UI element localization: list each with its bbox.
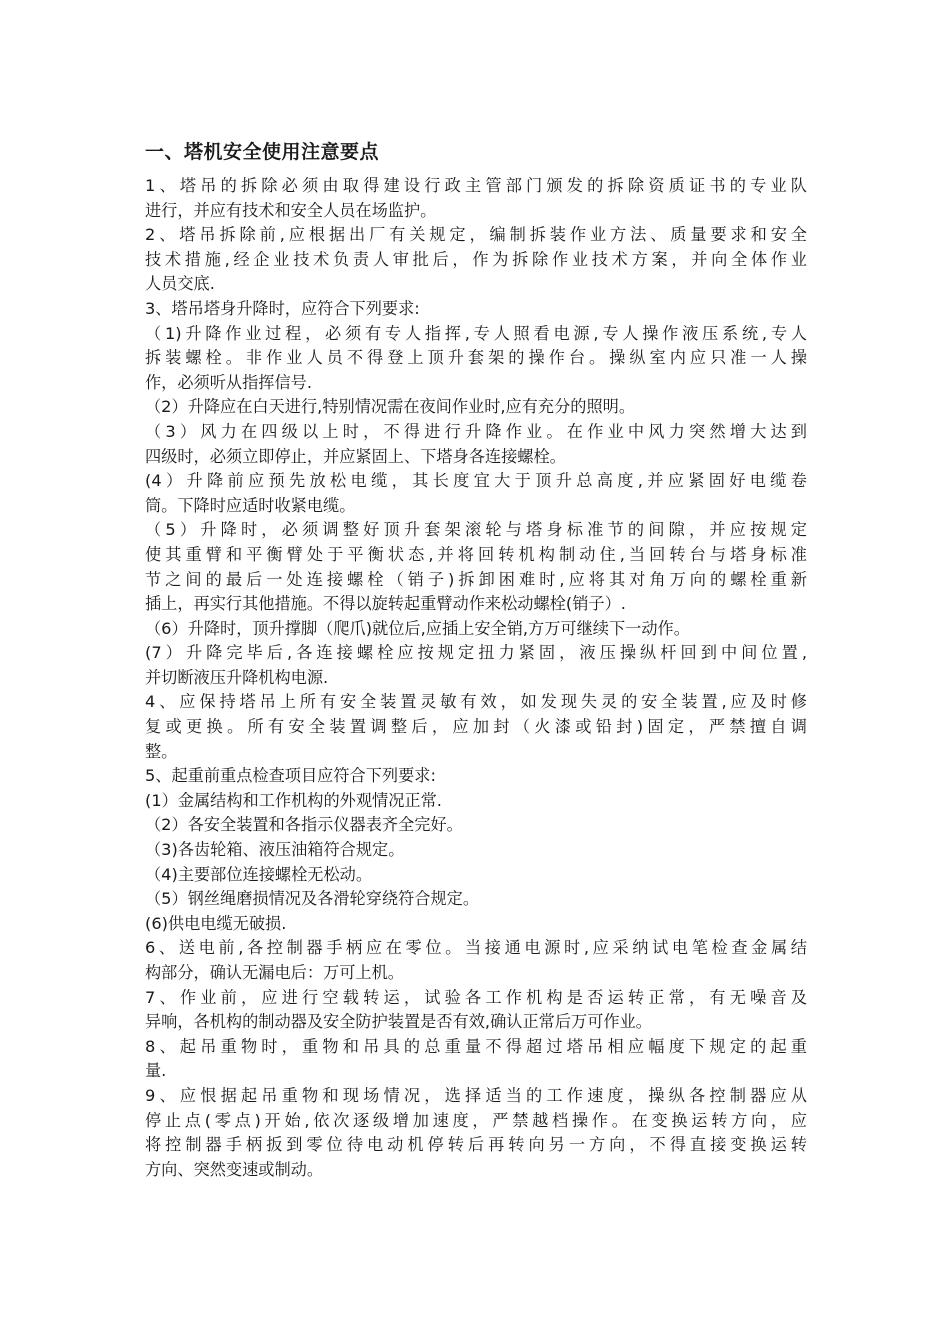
text-line: 异响，各机构的制动器及安全防护装置是否有效,确认正常后万可作业。 [145,1012,652,1032]
text-line: 将控制器手柄扳到零位待电动机停转后再转向另一方向，不得直接变换运转 [145,1135,807,1155]
text-line: 作，必须听从指挥信号. [145,372,313,392]
text-line: (6)供电电缆无破损. [145,913,287,933]
text-line: （4)主要部位连接螺栓无松动。 [145,864,373,884]
text-line: 9、应恨据起吊重物和现场情况，选择适当的工作速度，操纵各控制器应从 [145,1085,807,1105]
text-line: （2）各安全装置和各指示仪器表齐全完好。 [145,815,463,835]
text-line: 构部分，确认无漏电后：万可上机。 [145,963,404,982]
text-line: 筒。下降时应适时收紧电缆。 [145,495,356,515]
text-line: 并切断液压升降机构电源. [145,667,329,687]
text-line: 复或更换。所有安全装置调整后，应加封（火漆或铅封)固定，严禁擅自调 [145,717,807,737]
text-line: 5、起重前重点检查项目应符合下列要求: [145,766,436,786]
text-line: 2、塔吊拆除前,应根据出厂有关规定，编制拆装作业方法、质量要求和安全 [145,225,807,245]
text-line: （5）钢丝绳磨损情况及各滑轮穿绕符合规定。 [145,889,480,909]
text-line: 6、送电前,各控制器手柄应在零位。当接通电源时,应采纳试电笔检查金属结 [145,938,807,958]
text-line: 进行，并应有技术和安全人员在场监护。 [145,200,437,220]
text-line: 量. [145,1061,167,1081]
text-line: 1、塔吊的拆除必须由取得建设行政主管部门颁发的拆除资质证书的专业队 [145,176,807,195]
text-line: (4）升降前应预先放松电缆，其长度宜大于顶升总高度,并应紧固好电缆卷 [145,471,807,491]
document-content [145,138,807,1182]
text-line: 技术措施,经企业技术负责人审批后，作为拆除作业技术方案，并向全体作业 [145,249,807,269]
text-line: （1)升降作业过程，必须有专人指挥,专人照看电源,专人操作液压系统,专人 [145,323,807,343]
text-line: 8、起吊重物时，重物和吊具的总重量不得超过塔吊相应幅度下规定的起重 [145,1036,807,1056]
text-line: 4、应保持塔吊上所有安全装置灵敏有效，如发现失灵的安全装置,应及时修 [145,692,807,712]
text-line: 3、塔吊塔身升降时，应符合下列要求: [145,298,420,318]
text-line: 四级时，必须立即停止，并应紧固上、下塔身各连接螺栓。 [145,446,566,466]
text-line: 方向、突然变速或制动。 [145,1159,324,1179]
text-line: 拆装螺栓。非作业人员不得登上顶升套架的操作台。操纵室内应只准一人操 [145,348,807,368]
text-line: 插上，再实行其他措施。不得以旋转起重臂动作来松动螺栓(销子）. [145,594,626,614]
text-line: （6）升降时，顶升撑脚（爬爪)就位后,应插上安全销,方万可继续下一动作。 [145,618,690,638]
text-line: 整。 [145,741,178,761]
text-line: 人员交底. [145,274,215,294]
text-line: (1）金属结构和工作机构的外观情况正常. [145,790,442,810]
text-line: 停止点(零点)开始,依次逐级增加速度，严禁越档操作。在变换运转方向，应 [145,1110,807,1130]
text-line: 使其重臂和平衡臂处于平衡状态,并将回转机构制动住,当回转台与塔身标准 [145,544,807,564]
section-title: 一、塔机安全使用注意要点 [145,141,380,163]
text-line: (7）升降完毕后,各连接螺栓应按规定扭力紧固，液压操纵杆回到中间位置, [145,643,807,663]
text-line: 节之间的最后一处连接螺栓（销子)拆卸困难时,应将其对角万向的螺栓重新 [145,569,807,589]
text-line: （5）升降时，必须调整好顶升套架滚轮与塔身标准节的间隙，并应按规定 [145,520,807,540]
text-line: （3)各齿轮箱、液压油箱符合规定。 [145,840,405,860]
document-body [145,174,807,1182]
text-line: 7、作业前，应进行空载转运，试验各工作机构是否运转正常，有无噪音及 [145,987,807,1007]
text-line: （3）风力在四级以上时，不得进行升降作业。在作业中风力突然增大达到 [145,421,807,441]
text-line: （2）升降应在白天进行,特别情况需在夜间作业时,应有充分的照明。 [145,397,636,417]
